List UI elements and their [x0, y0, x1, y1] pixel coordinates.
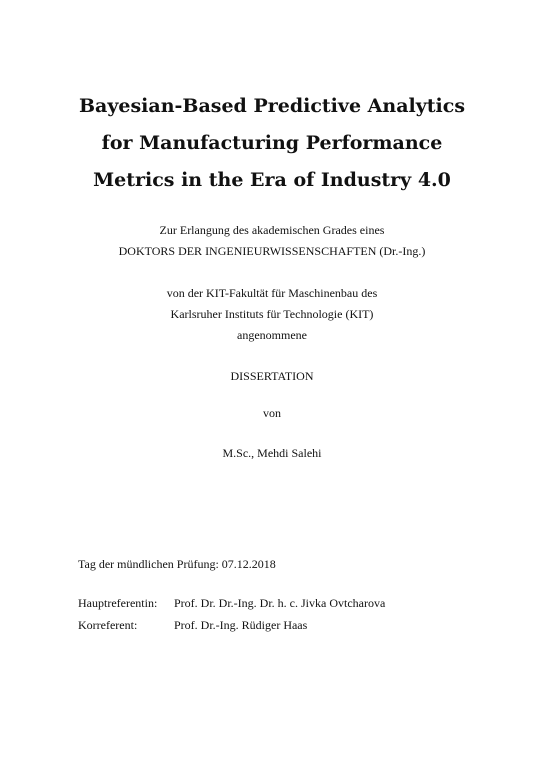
- dissertation-title: [40, 88, 504, 199]
- referee-co-label: Korreferent:: [78, 618, 138, 632]
- title-line-2: for Manufacturing Performance: [101, 132, 443, 154]
- author: [40, 443, 504, 464]
- faculty-line-1: von der KIT-Fakultät für Maschinenbau des: [166, 286, 378, 300]
- referee-main: [78, 595, 385, 611]
- degree-line-2: DOKTORS DER INGENIEURWISSENSCHAFTEN (Dr.-Ing.): [118, 244, 426, 258]
- faculty-line-3: angenommene: [237, 328, 307, 342]
- referee-co: [78, 617, 307, 633]
- referee-main-name: Prof. Dr. Dr.-Ing. Dr. h. c. Jivka Ovtcharova: [174, 596, 386, 610]
- referee-main-label: Hauptreferentin:: [78, 596, 158, 610]
- exam-date: Tag der mündlichen Prüfung: 07.12.2018: [78, 557, 276, 571]
- title-line-1: Bayesian-Based Predictive Analytics: [78, 95, 466, 117]
- degree-line-1: Zur Erlangung des akademischen Grades eines: [159, 223, 385, 237]
- faculty-statement: [40, 283, 504, 346]
- author-name: M.Sc., Mehdi Salehi: [222, 446, 322, 460]
- document-type: [40, 366, 504, 387]
- by-label: [40, 403, 504, 424]
- document-type-text: DISSERTATION: [230, 369, 314, 383]
- title-line-3: Metrics in the Era of Industry 4.0: [93, 169, 451, 191]
- faculty-line-2: Karlsruher Instituts für Technologie (KIT): [170, 307, 374, 321]
- degree-statement: [40, 220, 504, 262]
- by-text: von: [263, 406, 281, 420]
- referee-co-name: Prof. Dr.-Ing. Rüdiger Haas: [174, 618, 308, 632]
